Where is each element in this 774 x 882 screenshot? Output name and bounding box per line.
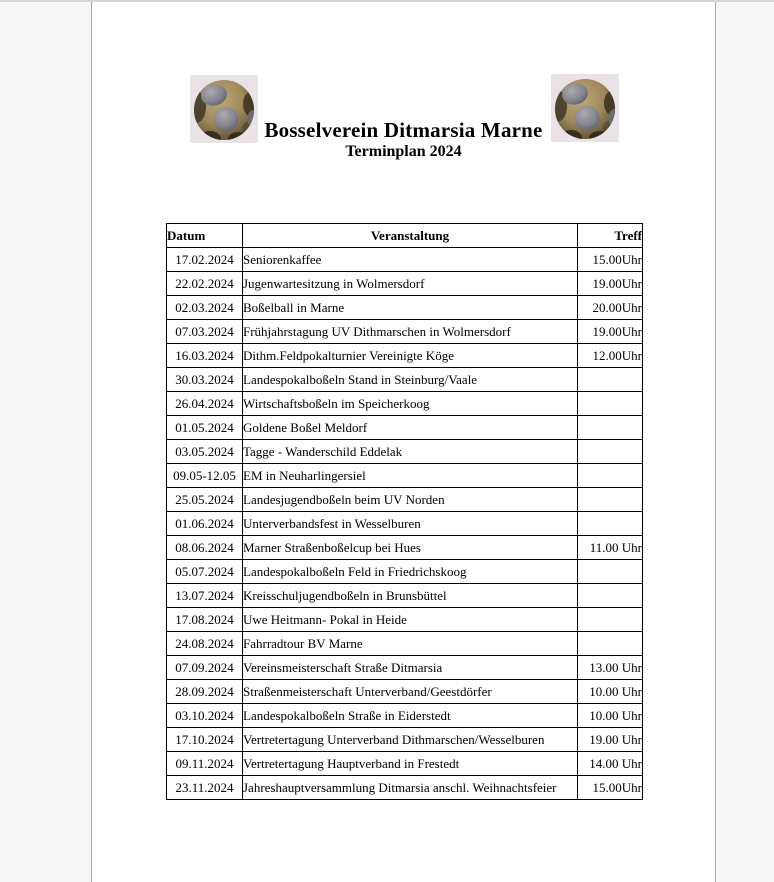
veranstaltung-cell: Landespokalboßeln Feld in Friedrichskoog bbox=[243, 560, 578, 584]
table-row bbox=[167, 248, 643, 272]
datum-cell: 07.03.2024 bbox=[167, 320, 243, 344]
datum-cell: 26.04.2024 bbox=[167, 392, 243, 416]
table-row bbox=[167, 488, 643, 512]
table-row bbox=[167, 704, 643, 728]
veranstaltung-cell: Landespokalboßeln Straße in Eiderstedt bbox=[243, 704, 578, 728]
treff-cell: 14.00 Uhr bbox=[578, 752, 643, 776]
veranstaltung-cell: Boßelball in Marne bbox=[243, 296, 578, 320]
veranstaltung-cell: Dithm.Feldpokalturnier Vereinigte Köge bbox=[243, 344, 578, 368]
datum-cell: 09.11.2024 bbox=[167, 752, 243, 776]
veranstaltung-cell: Landesjugendboßeln beim UV Norden bbox=[243, 488, 578, 512]
treff-cell bbox=[578, 368, 643, 392]
treff-cell bbox=[578, 416, 643, 440]
veranstaltung-cell: Vertretertagung Hauptverband in Frestedt bbox=[243, 752, 578, 776]
table-row bbox=[167, 560, 643, 584]
table-row bbox=[167, 368, 643, 392]
datum-cell: 05.07.2024 bbox=[167, 560, 243, 584]
table-row bbox=[167, 680, 643, 704]
page-title: Bosselverein Ditmarsia Marne bbox=[264, 118, 543, 142]
table-row bbox=[167, 656, 643, 680]
treff-cell: 20.00Uhr bbox=[578, 296, 643, 320]
table-row bbox=[167, 416, 643, 440]
veranstaltung-cell: Jahreshauptversammlung Ditmarsia anschl. Weihnachtsfeier bbox=[243, 776, 578, 800]
datum-cell: 16.03.2024 bbox=[167, 344, 243, 368]
veranstaltung-cell: Seniorenkaffee bbox=[243, 248, 578, 272]
treff-cell: 19.00 Uhr bbox=[578, 728, 643, 752]
veranstaltung-cell: Marner Straßenboßelcup bei Hues bbox=[243, 536, 578, 560]
veranstaltung-cell: Tagge - Wanderschild Eddelak bbox=[243, 440, 578, 464]
treff-cell bbox=[578, 608, 643, 632]
table-row bbox=[167, 536, 643, 560]
datum-cell: 13.07.2024 bbox=[167, 584, 243, 608]
treff-cell: 11.00 Uhr bbox=[578, 536, 643, 560]
veranstaltung-cell: Jugenwartesitzung in Wolmersdorf bbox=[243, 272, 578, 296]
document-page bbox=[91, 0, 716, 882]
veranstaltung-cell: Vertretertagung Unterverband Dithmarschen/Wesselburen bbox=[243, 728, 578, 752]
datum-cell: 28.09.2024 bbox=[167, 680, 243, 704]
datum-cell: 02.03.2024 bbox=[167, 296, 243, 320]
veranstaltung-cell: Kreisschuljugendboßeln in Brunsbüttel bbox=[243, 584, 578, 608]
veranstaltung-cell: EM in Neuharlingersiel bbox=[243, 464, 578, 488]
veranstaltung-cell: Straßenmeisterschaft Unterverband/Geestdörfer bbox=[243, 680, 578, 704]
datum-cell: 01.05.2024 bbox=[167, 416, 243, 440]
veranstaltung-cell: Goldene Boßel Meldorf bbox=[243, 416, 578, 440]
treff-cell: 10.00 Uhr bbox=[578, 680, 643, 704]
treff-cell bbox=[578, 632, 643, 656]
datum-cell: 01.06.2024 bbox=[167, 512, 243, 536]
table-row bbox=[167, 728, 643, 752]
treff-cell bbox=[578, 464, 643, 488]
treff-cell bbox=[578, 488, 643, 512]
veranstaltung-cell: Fahrradtour BV Marne bbox=[243, 632, 578, 656]
table-row bbox=[167, 752, 643, 776]
table-row bbox=[167, 512, 643, 536]
table-row bbox=[167, 584, 643, 608]
datum-cell: 25.05.2024 bbox=[167, 488, 243, 512]
treff-cell: 13.00 Uhr bbox=[578, 656, 643, 680]
datum-cell: 24.08.2024 bbox=[167, 632, 243, 656]
table-row bbox=[167, 344, 643, 368]
treff-cell: 15.00Uhr bbox=[578, 776, 643, 800]
viewer-top-border bbox=[0, 0, 774, 2]
treff-cell bbox=[578, 440, 643, 464]
treff-cell: 19.00Uhr bbox=[578, 320, 643, 344]
treff-cell bbox=[578, 560, 643, 584]
column-header-veranstaltung: Veranstaltung bbox=[243, 224, 578, 248]
veranstaltung-cell: Uwe Heitmann- Pokal in Heide bbox=[243, 608, 578, 632]
column-header-treff: Treff bbox=[578, 224, 643, 248]
table-header-row bbox=[167, 224, 643, 248]
datum-cell: 17.08.2024 bbox=[167, 608, 243, 632]
datum-cell: 07.09.2024 bbox=[167, 656, 243, 680]
page-subtitle: Terminplan 2024 bbox=[345, 143, 462, 160]
datum-cell: 08.06.2024 bbox=[167, 536, 243, 560]
veranstaltung-cell: Landespokalboßeln Stand in Steinburg/Vaale bbox=[243, 368, 578, 392]
treff-cell bbox=[578, 392, 643, 416]
treff-cell: 10.00 Uhr bbox=[578, 704, 643, 728]
table-row bbox=[167, 464, 643, 488]
datum-cell: 23.11.2024 bbox=[167, 776, 243, 800]
table-row bbox=[167, 608, 643, 632]
datum-cell: 09.05-12.05 bbox=[167, 464, 243, 488]
column-header-datum: Datum bbox=[167, 224, 243, 248]
table-row bbox=[167, 296, 643, 320]
table-row bbox=[167, 776, 643, 800]
veranstaltung-cell: Vereinsmeisterschaft Straße Ditmarsia bbox=[243, 656, 578, 680]
veranstaltung-cell: Wirtschaftsboßeln im Speicherkoog bbox=[243, 392, 578, 416]
datum-cell: 03.10.2024 bbox=[167, 704, 243, 728]
table-row bbox=[167, 632, 643, 656]
table-row bbox=[167, 320, 643, 344]
treff-cell: 19.00Uhr bbox=[578, 272, 643, 296]
veranstaltung-cell: Frühjahrstagung UV Dithmarschen in Wolmersdorf bbox=[243, 320, 578, 344]
table-row bbox=[167, 272, 643, 296]
datum-cell: 22.02.2024 bbox=[167, 272, 243, 296]
datum-cell: 17.10.2024 bbox=[167, 728, 243, 752]
schedule-table bbox=[166, 223, 643, 800]
datum-cell: 03.05.2024 bbox=[167, 440, 243, 464]
datum-cell: 17.02.2024 bbox=[167, 248, 243, 272]
treff-cell: 12.00Uhr bbox=[578, 344, 643, 368]
treff-cell: 15.00Uhr bbox=[578, 248, 643, 272]
treff-cell bbox=[578, 512, 643, 536]
veranstaltung-cell: Unterverbandsfest in Wesselburen bbox=[243, 512, 578, 536]
table-row bbox=[167, 392, 643, 416]
table-row bbox=[167, 440, 643, 464]
treff-cell bbox=[578, 584, 643, 608]
datum-cell: 30.03.2024 bbox=[167, 368, 243, 392]
